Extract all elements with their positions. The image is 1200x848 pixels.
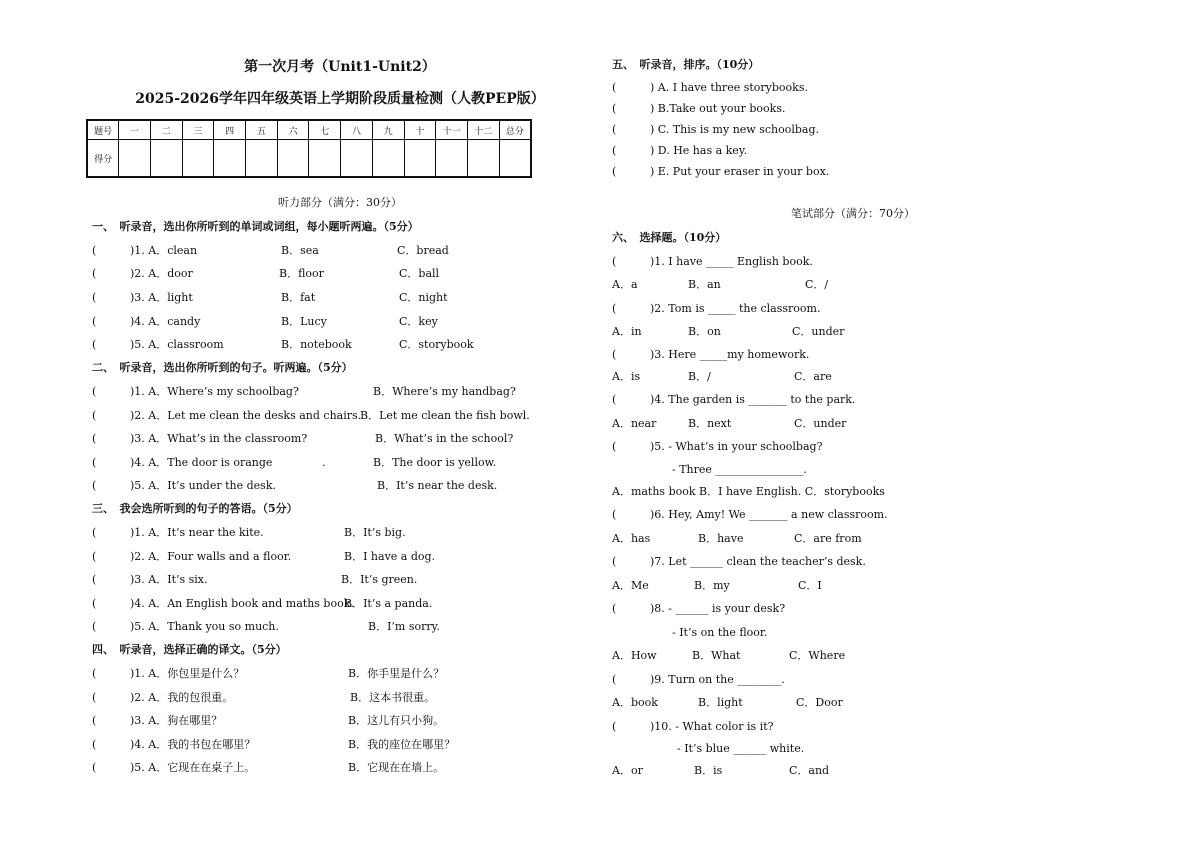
question-option-b: B．The door is yellow. — [373, 456, 497, 469]
score-table-cell: 七 — [309, 120, 341, 140]
answer-paren[interactable]: ( — [92, 550, 97, 563]
choice-c: C．are — [794, 370, 832, 383]
choice-a: A．has — [612, 532, 651, 545]
question-option-b: B．It’s big. — [344, 526, 406, 539]
score-input-cell[interactable] — [499, 140, 531, 178]
question-option-a: )4. A．The door is orange — [130, 456, 273, 469]
choices-inline: A．maths book B．I have English. C．storybooks — [612, 485, 885, 498]
score-input-cell[interactable] — [277, 140, 309, 178]
choice-b: B．What — [692, 649, 741, 662]
score-input-cell[interactable] — [214, 140, 246, 178]
answer-paren[interactable]: ( — [612, 302, 617, 315]
question-option-a: )3. A．What’s in the classroom? — [130, 432, 308, 445]
question-option-b: B．Let me clean the fish bowl. — [360, 409, 530, 422]
answer-paren[interactable]: ( — [612, 81, 617, 94]
question-option-a: )1. A．It’s near the kite. — [130, 526, 264, 539]
answer-paren[interactable]: ( — [612, 144, 617, 157]
answer-paren[interactable]: ( — [92, 291, 97, 304]
answer-paren[interactable]: ( — [92, 432, 97, 445]
answer-paren[interactable]: ( — [612, 602, 617, 615]
question-stem: )8. - ______ is your desk? — [650, 602, 786, 615]
answer-paren[interactable]: ( — [92, 338, 97, 351]
choice-c: C．Door — [796, 696, 843, 709]
listening-heading: 听力部分（满分：30分） — [278, 196, 402, 209]
answer-paren[interactable]: ( — [92, 244, 97, 257]
score-input-cell[interactable] — [404, 140, 436, 178]
answer-paren[interactable]: ( — [92, 526, 97, 539]
score-table-cell: 九 — [372, 120, 404, 140]
answer-paren[interactable]: ( — [612, 508, 617, 521]
score-input-cell[interactable] — [372, 140, 404, 178]
answer-paren[interactable]: ( — [92, 479, 97, 492]
answer-paren[interactable]: ( — [92, 714, 97, 727]
question-option-a: )3. A．狗在哪里？ — [130, 714, 223, 727]
section-2-title: 二、 听录音，选出你所听到的句子。听两遍。（5分） — [92, 361, 353, 374]
score-table-cell: 五 — [246, 120, 278, 140]
score-table-score-row — [87, 140, 531, 178]
question-stem: )9. Turn on the ________. — [650, 673, 785, 686]
question-option-b: B．notebook — [281, 338, 352, 351]
question-stem: )5. - What’s in your schoolbag? — [650, 440, 823, 453]
question-option-a: )2. A．我的包很重。 — [130, 691, 234, 704]
answer-paren[interactable]: ( — [92, 385, 97, 398]
score-table — [86, 119, 532, 178]
right-column — [600, 0, 1200, 848]
question-option-a: )3. A．light — [130, 291, 193, 304]
question-option-a: )4. A．我的书包在哪里？ — [130, 738, 256, 751]
answer-paren[interactable]: ( — [612, 102, 617, 115]
answer-paren[interactable]: ( — [612, 393, 617, 406]
answer-paren[interactable]: ( — [612, 720, 617, 733]
answer-paren[interactable]: ( — [612, 673, 617, 686]
score-table-cell: 得分 — [87, 140, 119, 178]
question-option-a: )5. A．It’s under the desk. — [130, 479, 276, 492]
question-option-b: B．你手里是什么？ — [348, 667, 445, 680]
question-option-b: B．sea — [281, 244, 319, 257]
answer-paren[interactable]: ( — [92, 620, 97, 633]
question-option-b: B．I have a dog. — [344, 550, 436, 563]
question-option-a: )3. A．It’s six. — [130, 573, 208, 586]
ordering-item: ) E. Put your eraser in your box. — [650, 165, 830, 178]
answer-paren[interactable]: ( — [612, 165, 617, 178]
score-table-cell: 八 — [341, 120, 373, 140]
choice-b: B．is — [694, 764, 723, 777]
choice-a: A．near — [612, 417, 657, 430]
question-option-b: B．I’m sorry. — [368, 620, 440, 633]
question-option-b: B．这本书很重。 — [350, 691, 436, 704]
question-option-a: )1. A．Where’s my schoolbag? — [130, 385, 299, 398]
answer-paren[interactable]: ( — [612, 348, 617, 361]
question-option-b: B．我的座位在哪里？ — [348, 738, 456, 751]
answer-paren[interactable]: ( — [612, 440, 617, 453]
question-option-b: B．What’s in the school? — [375, 432, 514, 445]
choice-b: B．light — [698, 696, 743, 709]
question-stem: )10. - What color is it? — [650, 720, 774, 733]
score-table-header-row — [87, 120, 531, 140]
section-3-title: 三、 我会选所听到的句子的答语。（5分） — [92, 502, 298, 515]
answer-paren[interactable]: ( — [612, 555, 617, 568]
question-option-b: B．fat — [281, 291, 316, 304]
answer-paren[interactable]: ( — [92, 267, 97, 280]
choice-a: A．Me — [612, 579, 649, 592]
writing-heading: 笔试部分（满分：70分） — [791, 207, 915, 220]
question-stem: )1. I have _____ English book. — [650, 255, 813, 268]
answer-paren[interactable]: ( — [92, 409, 97, 422]
question-option-b: B．Where’s my handbag? — [373, 385, 516, 398]
score-table-cell: 三 — [182, 120, 214, 140]
question-option-b: B．这儿有只小狗。 — [348, 714, 445, 727]
answer-paren[interactable]: ( — [92, 573, 97, 586]
question-option-a: )2. A．Four walls and a floor. — [130, 550, 292, 563]
section-4-title: 四、 听录音，选择正确的译文。（5分） — [92, 643, 287, 656]
answer-paren[interactable]: ( — [612, 123, 617, 136]
score-input-cell[interactable] — [246, 140, 278, 178]
section-1-title: 一、 听录音，选出你所听到的单词或词组，每小题听两遍。（5分） — [92, 220, 419, 233]
score-input-cell[interactable] — [467, 140, 499, 178]
choice-c: C．Where — [789, 649, 846, 662]
choice-b: B．on — [688, 325, 721, 338]
question-stem-line2: - Three ________________. — [672, 463, 807, 476]
stray-dot: . — [322, 456, 326, 469]
ordering-item: ) D. He has a key. — [650, 144, 748, 157]
choice-b: B．/ — [688, 370, 711, 383]
score-table-cell: 十二 — [467, 120, 499, 140]
choice-a: A．or — [612, 764, 643, 777]
question-stem: )7. Let ______ clean the teacher’s desk. — [650, 555, 866, 568]
answer-paren[interactable]: ( — [92, 456, 97, 469]
question-stem: )6. Hey, Amy! We _______ a new classroom. — [650, 508, 888, 521]
choice-a: A．book — [612, 696, 658, 709]
question-option-b: B．It’s near the desk. — [377, 479, 498, 492]
score-table-cell: 四 — [214, 120, 246, 140]
question-option-a: )4. A．An English book and maths book. — [130, 597, 354, 610]
question-stem-line2: - It’s on the floor. — [672, 626, 768, 639]
section-5-title: 五、 听录音，排序。（10分） — [612, 58, 760, 71]
question-option-b: B．It’s green. — [341, 573, 418, 586]
score-input-cell[interactable] — [150, 140, 182, 178]
score-table-cell: 二 — [150, 120, 182, 140]
ordering-item: ) B.Take out your books. — [650, 102, 786, 115]
question-option-a: )1. A．clean — [130, 244, 198, 257]
choice-b: B．my — [694, 579, 730, 592]
score-input-cell[interactable] — [182, 140, 214, 178]
choice-c: C．under — [792, 325, 845, 338]
question-option-a: )5. A．它现在在桌子上。 — [130, 761, 256, 774]
ordering-item: ) C. This is my new schoolbag. — [650, 123, 819, 136]
question-option-c: C．storybook — [399, 338, 474, 351]
choice-c: C．under — [794, 417, 847, 430]
score-table-cell: 总分 — [499, 120, 531, 140]
question-option-a: )2. A．Let me clean the desks and chairs. — [130, 409, 362, 422]
question-stem: )2. Tom is _____ the classroom. — [650, 302, 821, 315]
answer-paren[interactable]: ( — [92, 691, 97, 704]
choice-b: B．an — [688, 278, 721, 291]
choice-a: A．is — [612, 370, 641, 383]
score-table-cell: 题号 — [87, 120, 119, 140]
choice-a: A．How — [612, 649, 657, 662]
score-table-cell: 十 — [404, 120, 436, 140]
exam-title: 第一次月考（Unit1-Unit2） — [244, 59, 436, 75]
question-option-b: B．floor — [279, 267, 324, 280]
score-input-cell[interactable] — [309, 140, 341, 178]
choice-c: C．and — [789, 764, 830, 777]
question-option-c: C．key — [399, 315, 438, 328]
question-option-a: )2. A．door — [130, 267, 193, 280]
score-input-cell[interactable] — [341, 140, 373, 178]
score-input-cell[interactable] — [436, 140, 468, 178]
question-option-c: C．ball — [399, 267, 440, 280]
choice-c: C．I — [798, 579, 822, 592]
question-stem: )3. Here _____my homework. — [650, 348, 810, 361]
ordering-item: ) A. I have three storybooks. — [650, 81, 808, 94]
exam-subtitle: 2025-2026学年四年级英语上学期阶段质量检测（人教PEP版） — [135, 91, 545, 107]
answer-paren[interactable]: ( — [92, 761, 97, 774]
question-option-b: B．It’s a panda. — [344, 597, 433, 610]
answer-paren[interactable]: ( — [92, 738, 97, 751]
question-option-a: )1. A．你包里是什么？ — [130, 667, 245, 680]
choice-a: A．a — [612, 278, 638, 291]
answer-paren[interactable]: ( — [92, 667, 97, 680]
question-option-b: B．Lucy — [281, 315, 327, 328]
question-stem-line2: - It’s blue ______ white. — [677, 742, 805, 755]
choice-a: A．in — [612, 325, 642, 338]
section-6-title: 六、 选择题。（10分） — [612, 231, 727, 244]
question-option-a: )5. A．classroom — [130, 338, 224, 351]
answer-paren[interactable]: ( — [612, 255, 617, 268]
answer-paren[interactable]: ( — [92, 597, 97, 610]
question-option-a: )5. A．Thank you so much. — [130, 620, 279, 633]
question-option-c: C．bread — [397, 244, 449, 257]
score-table-cell: 十一 — [436, 120, 468, 140]
choice-b: B．have — [698, 532, 744, 545]
question-option-c: C．night — [399, 291, 448, 304]
question-stem: )4. The garden is _______ to the park. — [650, 393, 856, 406]
score-table-cell: 一 — [119, 120, 151, 140]
choice-c: C．/ — [805, 278, 829, 291]
question-option-b: B．它现在在墙上。 — [348, 761, 445, 774]
question-option-a: )4. A．candy — [130, 315, 201, 328]
score-table-cell: 六 — [277, 120, 309, 140]
choice-b: B．next — [688, 417, 732, 430]
score-input-cell[interactable] — [119, 140, 151, 178]
answer-paren[interactable]: ( — [92, 315, 97, 328]
choice-c: C．are from — [794, 532, 862, 545]
